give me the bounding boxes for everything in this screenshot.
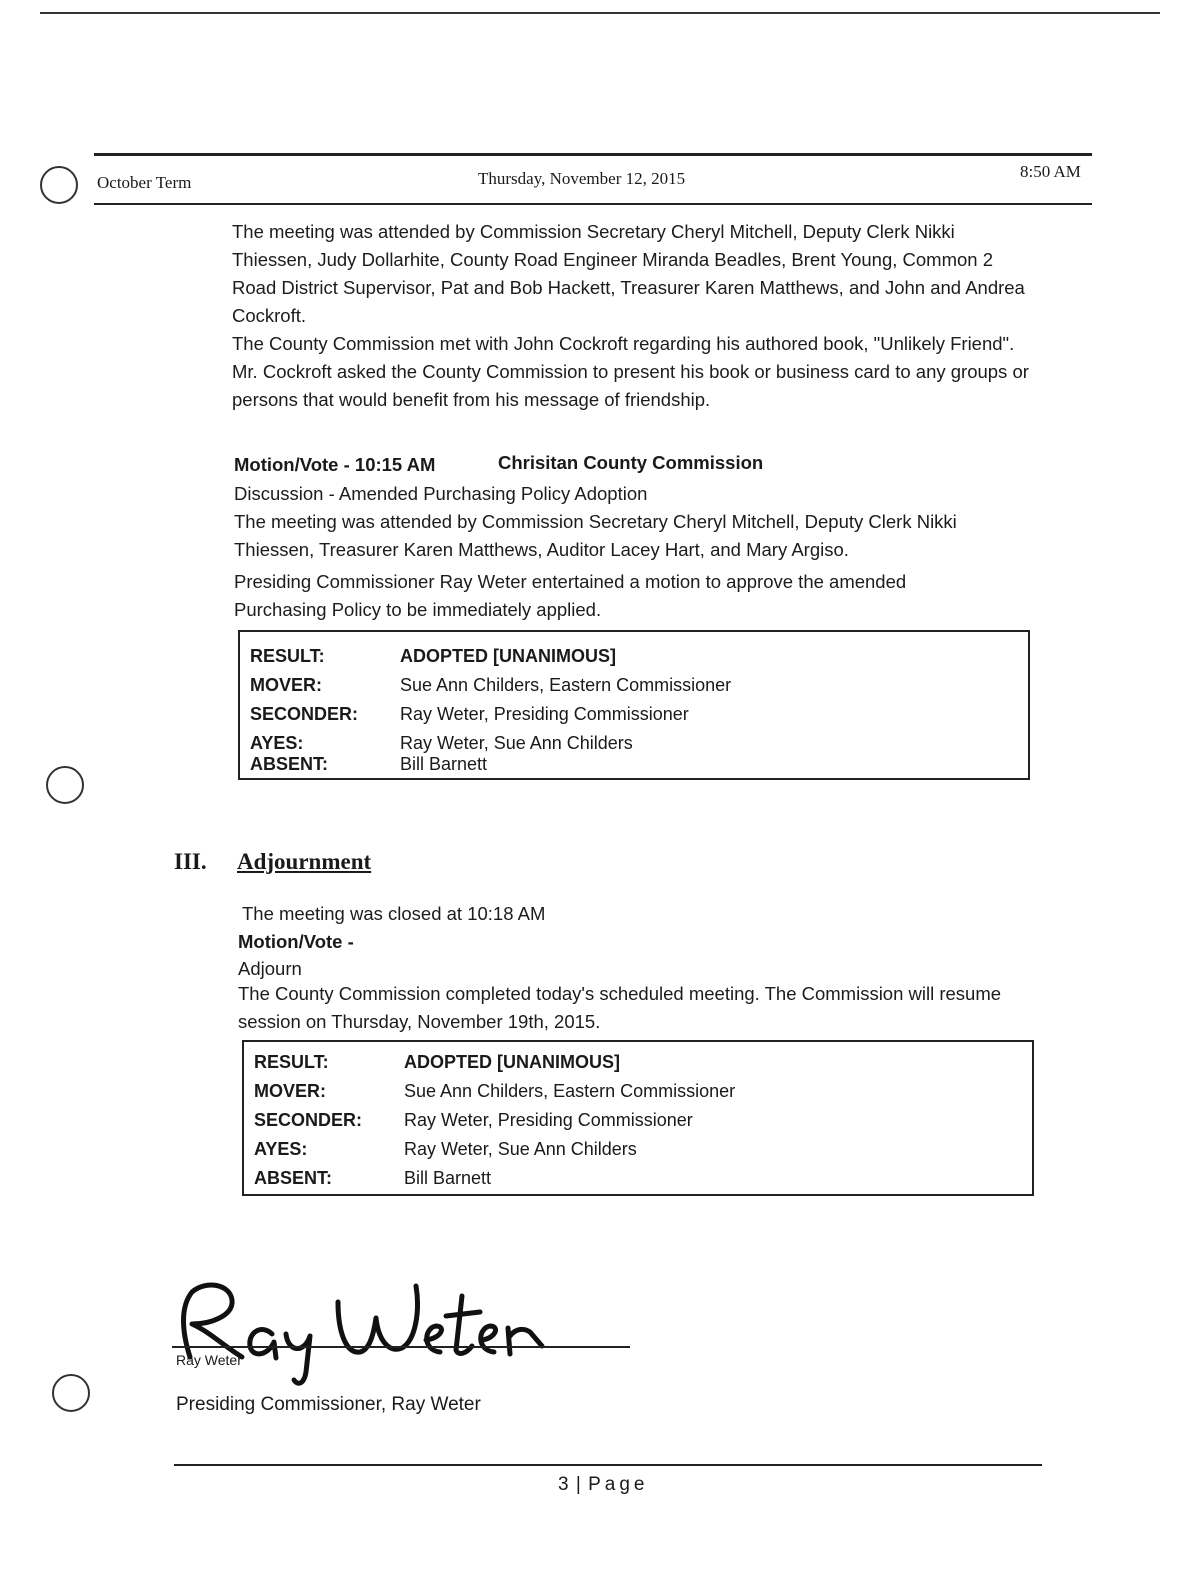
vote-value: Ray Weter, Presiding Commissioner: [400, 704, 689, 724]
vote-value: Sue Ann Childers, Eastern Commissioner: [400, 675, 732, 695]
signature-title: Presiding Commissioner, Ray Weter: [176, 1394, 481, 1415]
vote-label: AYES:: [250, 733, 304, 753]
vote-label: AYES:: [254, 1139, 308, 1159]
vote-value: Bill Barnett: [404, 1168, 492, 1188]
meeting-date: Thursday, November 12, 2015: [478, 169, 686, 188]
section-title: Adjournment: [237, 849, 372, 874]
vote-value: ADOPTED [UNANIMOUS]: [400, 646, 616, 666]
term-label: October Term: [97, 173, 192, 192]
header-top-rule: [94, 153, 1092, 156]
vote-result-box: [238, 630, 1030, 780]
vote-label: SECONDER:: [250, 704, 359, 724]
signature-printed-name: Ray Weter: [176, 1352, 242, 1368]
vote-label: RESULT:: [254, 1052, 329, 1072]
vote-label: ABSENT:: [250, 754, 329, 774]
signature-line: [172, 1346, 630, 1348]
handwritten-signature: [170, 1262, 570, 1392]
vote-label: MOVER:: [250, 675, 322, 695]
punch-hole: [52, 1374, 90, 1412]
meeting-time: 8:50 AM: [1020, 162, 1081, 181]
scan-top-edge: [40, 12, 1160, 14]
closed-line: The meeting was closed at 10:18 AM: [242, 903, 546, 924]
footer-rule: [174, 1464, 1042, 1466]
vote-value: Ray Weter, Sue Ann Childers: [400, 733, 633, 753]
motion-body: Chrisitan County Commission: [498, 452, 764, 473]
vote-label: MOVER:: [254, 1081, 326, 1101]
adjourn-motion-heading: Motion/Vote -: [238, 931, 354, 952]
attendance-paragraph: The meeting was attended by Commission Secretary Cheryl Mitchell, Deputy Clerk Nikki Thiessen, Judy Dollarhite, County Road Engineer Miranda Beadles, Brent Young, Common 2 Road District Supervisor, Pat and Bob Hackett, Treasurer Karen Matthews, and John and Andrea Cockroft.: [232, 221, 1025, 326]
vote-value: Sue Ann Childers, Eastern Commissioner: [404, 1081, 736, 1101]
vote-value: Bill Barnett: [400, 754, 488, 774]
discussion-line: Discussion - Amended Purchasing Policy Adoption: [234, 483, 648, 504]
page-separator: |: [575, 1474, 582, 1495]
adjourn-vote-box: [242, 1040, 1034, 1196]
vote-value: ADOPTED [UNANIMOUS]: [404, 1052, 620, 1072]
adjourn-item: Adjourn: [238, 958, 302, 979]
section-numeral: III.: [174, 849, 207, 874]
vote-value: Ray Weter, Sue Ann Childers: [404, 1139, 637, 1159]
page-footer: [558, 1474, 648, 1496]
motion-attendance: The meeting was attended by Commission Secretary Cheryl Mitchell, Deputy Clerk Nikki Thiessen, Treasurer Karen Matthews, Auditor Lacey Hart, and Mary Argiso.: [234, 511, 957, 560]
header-bottom-rule: [94, 203, 1092, 205]
motion-heading: Motion/Vote - 10:15 AM: [234, 454, 436, 475]
cockroft-paragraph: The County Commission met with John Cockroft regarding his authored book, "Unlikely Friend". Mr. Cockroft asked the County Commission to present his book or business card to any groups or persons that would benefit from his message of friendship.: [232, 333, 1029, 410]
vote-label: SECONDER:: [254, 1110, 363, 1130]
vote-value: Ray Weter, Presiding Commissioner: [404, 1110, 693, 1130]
vote-label: RESULT:: [250, 646, 325, 666]
punch-hole: [40, 166, 78, 204]
page-number: 3: [558, 1474, 570, 1495]
punch-hole: [46, 766, 84, 804]
page-label: Page: [588, 1474, 649, 1495]
vote-label: ABSENT:: [254, 1168, 333, 1188]
completed-paragraph: The County Commission completed today's scheduled meeting. The Commission will resume session on Thursday, November 19th, 2015.: [238, 983, 1002, 1032]
motion-text: Presiding Commissioner Ray Weter entertained a motion to approve the amended Purchasing Policy to be immediately applied.: [234, 571, 907, 620]
